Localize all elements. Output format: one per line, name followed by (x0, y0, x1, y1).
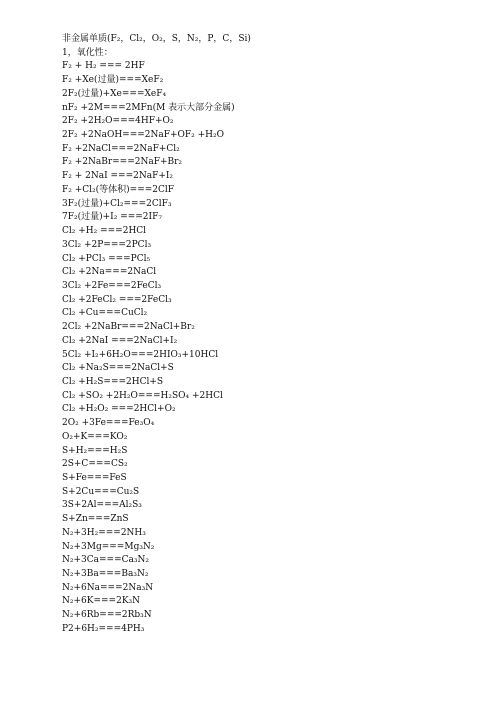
equation-line: N₂+3Ba===Ba₃N₂ (62, 569, 149, 580)
equation-line: S+Fe===FeS (62, 473, 127, 483)
equation-line: 2Cl₂ +2NaBr===2NaCl+Br₂ (62, 322, 195, 333)
equation-line: N₂+6Rb===2Rb₃N (62, 610, 152, 621)
equation-line: O₂+K===KO₂ (62, 431, 128, 442)
equation-line: Cl₂ +PCl₃ ===PCl₅ (62, 253, 151, 264)
equation-line: 3F₂(过量)+Cl₂===2ClF₃ (62, 198, 172, 209)
equation-line: N₂+6K===2K₃N (62, 596, 141, 607)
equation-line: N₂+3Ca===Ca₃N₂ (62, 555, 149, 566)
equation-line: Cl₂ +H₂ ===2HCl (62, 226, 147, 237)
equation-line: S+Zn===ZnS (62, 514, 129, 525)
equation-line: N₂+3H₂===2NH₃ (62, 527, 146, 538)
equation-line: F₂ + H₂ === 2HF (62, 61, 145, 72)
equation-line: Cl₂ +H₂O₂ ===2HCl+O₂ (62, 404, 176, 415)
equation-line: Cl₂ +2Na===2NaCl (62, 267, 157, 278)
equation-line: 3Cl₂ +2Fe===2FeCl₃ (62, 280, 162, 291)
equation-line: Cl₂ +2NaI ===2NaCl+I₂ (62, 335, 178, 346)
equation-line: N₂+3Mg===Mg₃N₂ (62, 541, 155, 552)
equation-line: P2+6H₂===4PH₃ (62, 623, 145, 634)
equation-line: 2F₂ +2H₂O===4HF+O₂ (62, 116, 174, 127)
equation-line: Cl₂ +Cu===CuCl₂ (62, 308, 148, 319)
equation-line: 2F₂(过量)+Xe===XeF₄ (62, 88, 167, 99)
equation-line: 2S+C===CS₂ (62, 459, 128, 470)
equation-line: 5Cl₂ +I₂+6H₂O===2HIO₃+10HCl (62, 349, 219, 360)
equation-line: F₂ +2NaCl===2NaF+Cl₂ (62, 143, 180, 154)
equation-line: 2O₂ +3Fe===Fe₃O₄ (62, 418, 155, 429)
equation-line: F₂ +2NaBr===2NaF+Br₂ (62, 157, 183, 168)
equation-line: N₂+6Na===2Na₃N (62, 582, 154, 593)
document-title: 非金属单质(F₂，Cl₂，O₂，S，N₂，P，C，Si) (62, 34, 251, 44)
equation-line: 3S+2Al===Al₂S₃ (62, 500, 142, 511)
equation-line: 3Cl₂ +2P===2PCl₃ (62, 239, 152, 250)
equation-line: Cl₂ +Na₂S===2NaCl+S (62, 363, 174, 374)
equation-line: F₂ +Cl₂(等体积)===2ClF (62, 184, 175, 195)
equation-line: S+H₂===H₂S (62, 445, 128, 456)
equation-line: Cl₂ +H₂S===2HCl+S (62, 376, 164, 387)
document-body (62, 33, 482, 637)
equation-line: Cl₂ +2FeCl₂ ===2FeCl₃ (62, 294, 172, 305)
equation-line: nF₂ +2M===2MFn(M 表示大部分金属) (62, 102, 235, 113)
equation-line: Cl₂ +SO₂ +2H₂O===H₂SO₄ +2HCl (62, 390, 223, 401)
equation-line: 7F₂(过量)+I₂ ===2IF₇ (62, 212, 162, 223)
equation-line: 2F₂ +2NaOH===2NaF+OF₂ +H₂O (62, 130, 225, 141)
equation-line: F₂ + 2NaI ===2NaF+I₂ (62, 171, 174, 182)
equation-line: F₂ +Xe(过量)===XeF₂ (62, 75, 164, 86)
section-heading: 1，氧化性： (62, 47, 113, 58)
equation-line: S+2Cu===Cu₂S (62, 486, 140, 497)
